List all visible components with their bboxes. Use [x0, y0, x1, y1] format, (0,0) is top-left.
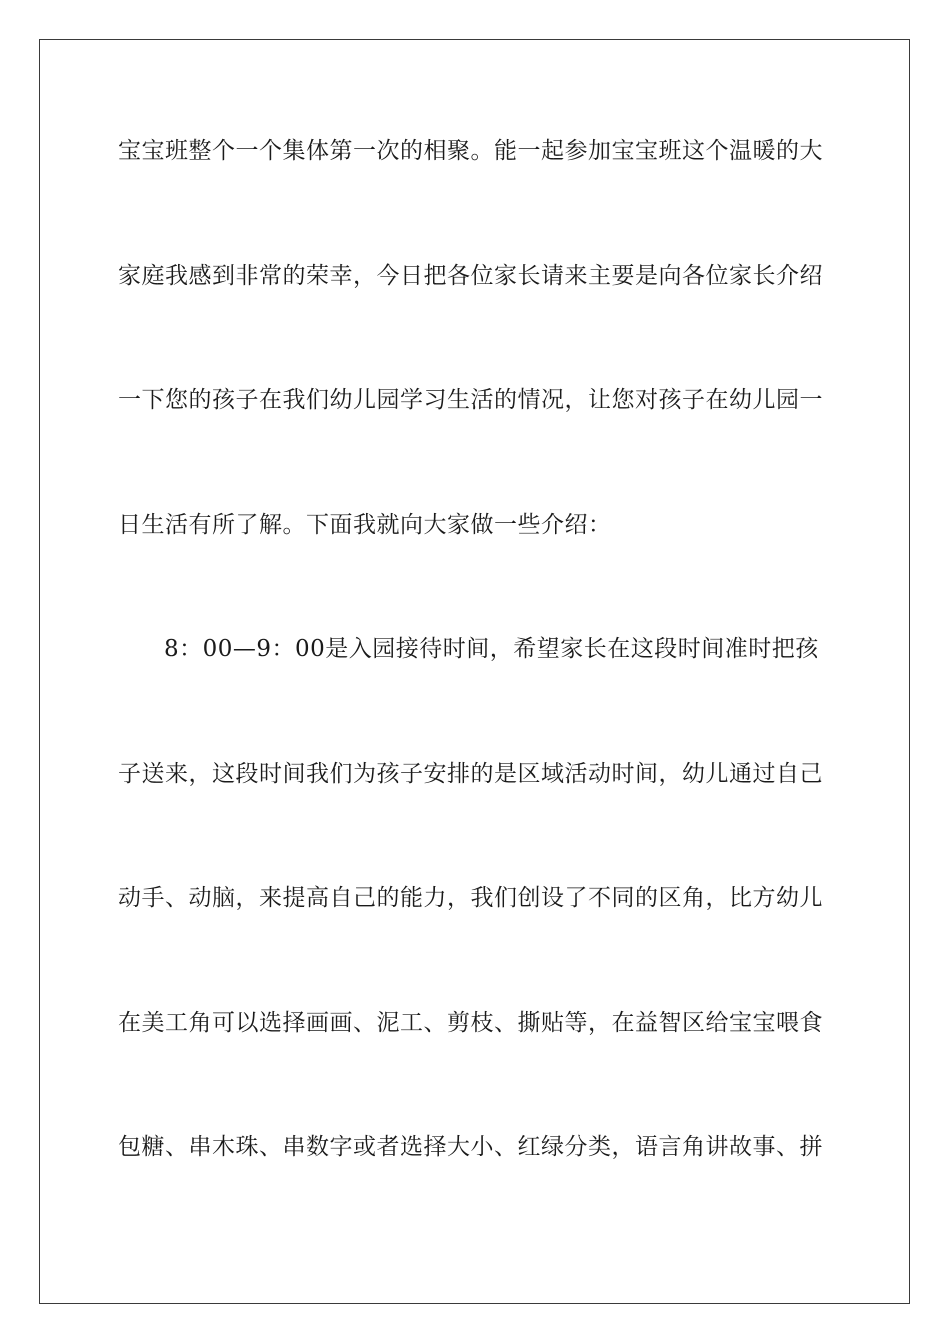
paragraph-line: 动手、动脑，来提高自己的能力，我们创设了不同的区角，比方幼儿 [118, 885, 823, 911]
paragraph-line: 8：00—9：00是入园接待时间，希望家长在这段时间准时把孩 [164, 636, 819, 662]
paragraph-line: 宝宝班整个一个集体第一次的相聚。能一起参加宝宝班这个温暖的大 [118, 138, 823, 164]
paragraph-line: 一下您的孩子在我们幼儿园学习生活的情况，让您对孩子在幼儿园一 [118, 387, 823, 413]
paragraph-line: 日生活有所了解。下面我就向大家做一些介绍： [118, 511, 612, 538]
paragraph-line: 包糖、串木珠、串数字或者选择大小、红绿分类，语言角讲故事、拼 [118, 1134, 823, 1160]
paragraph-line: 子送来，这段时间我们为孩子安排的是区域活动时间，幼儿通过自己 [118, 760, 823, 787]
paragraph-line: 在美工角可以选择画画、泥工、剪枝、撕贴等，在益智区给宝宝喂食 [118, 1009, 823, 1036]
paragraph-line: 家庭我感到非常的荣幸，今日把各位家长请来主要是向各位家长介绍 [118, 262, 823, 289]
document-body [118, 128, 838, 1249]
